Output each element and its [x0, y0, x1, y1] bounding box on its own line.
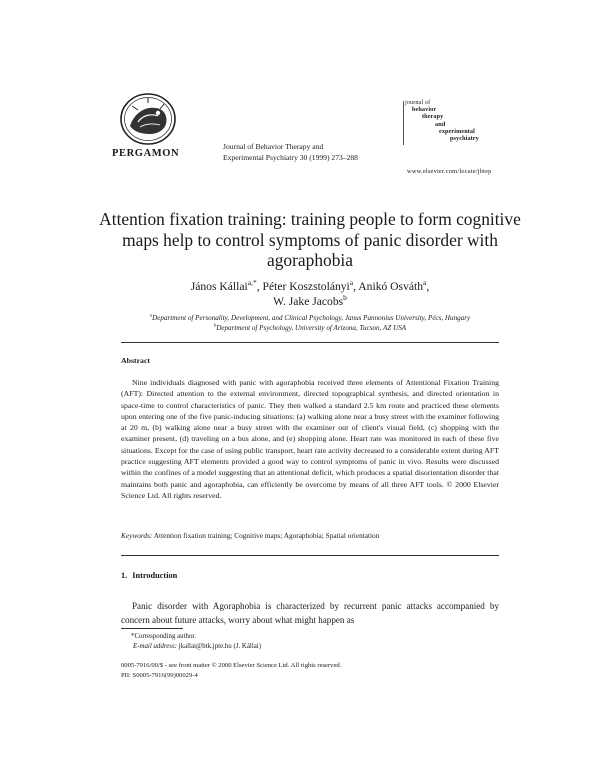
journal-citation-line2: Experimental Psychiatry 30 (1999) 273–288	[223, 152, 358, 162]
publisher-name: PERGAMON	[112, 148, 180, 159]
author-separator: ,	[256, 280, 263, 293]
introduction-paragraph: Panic disorder with Agoraphobia is characterized by recurrent panic attacks accompanied by concern about future attacks, worry about what might happen as	[121, 601, 499, 625]
author-name: Anikó Osváth	[358, 280, 424, 293]
footnote-rule	[121, 628, 183, 629]
section-number: 1.	[121, 571, 128, 580]
author-name: W. Jake Jacobs	[273, 294, 344, 308]
footnotes	[121, 632, 261, 652]
copyright-line: 0005-7916/00/$ - see front matter © 2000 Elsevier Science Ltd. All rights reserved.	[121, 662, 342, 669]
affiliation-text: Department of Psychology, University of Arizona, Tucson, AZ USA	[216, 323, 407, 332]
author-name: Péter Koszstolányi	[262, 280, 350, 293]
author-list	[80, 280, 540, 309]
journal-citation	[223, 142, 358, 163]
abstract-bottom-rule	[121, 555, 499, 556]
journal-logo-line: journal of	[405, 99, 431, 106]
author-affiliation-marker: a,*	[247, 278, 257, 288]
abstract-heading: Abstract	[121, 356, 151, 365]
abstract-body: Nine individuals diagnosed with panic with agoraphobia received three elements of Attentional Fixation Training (AFT): Directed attention to the external environment, directed topographical synthesis, and directed orientation in space-time to control characteristics of panic. They then walked a standard 2.5 km route and practiced these elements upon entering one of the five panic-inducing situations: (a) walking alone near a busy street with the examiner following at 20 m, (b) walking alone near a busy street with the examiner out of client's visual field, (c) shopping with the examiner present, (d) traveling on a bus alone, and (e) shopping alone. Heart rate was monitored in each of these five situations. Except for the case of using public transport, heart rate activity decreased to a considerable extent during AFT practice suggesting AFT elements provided a good way to control symptoms of panic in vivo. Results were discussed within the confines of a model suggesting that an attentional deficit, which produces a spatial disorientation disorder that maintains both panic and agoraphobia, can efficiently be overcome by means of all three AFT tools. © 2000 Elsevier Science Ltd. All rights reserved.	[121, 378, 499, 500]
journal-logo-line: psychiatry	[450, 135, 479, 143]
article-title: Attention fixation training: training people to form cognitive maps help to control symptoms of panic disorder with agoraphobia	[99, 209, 521, 270]
journal-logo	[403, 99, 483, 142]
email-address[interactable]: jkallai@btk.jpte.hu (J. Kállai)	[178, 643, 262, 650]
section-title: Introduction	[132, 571, 178, 580]
keywords	[121, 531, 499, 541]
email-note	[121, 642, 261, 652]
affiliation-text: Department of Personality, Development, and Clinical Psychology, Janus Pannonius University, Pécs, Hungary	[152, 314, 471, 322]
abstract-top-rule	[121, 342, 499, 343]
affiliation	[80, 324, 540, 334]
journal-logo-bar	[403, 101, 410, 145]
author-separator: ,	[426, 280, 430, 293]
author-affiliation-marker: a	[349, 278, 354, 288]
pii-line: PII: S0005-7916(99)00029-4	[121, 672, 198, 679]
journal-logo-line: behavior	[412, 106, 437, 114]
corresponding-author-note: *Corresponding author.	[131, 633, 197, 640]
email-label: E-mail address:	[133, 643, 177, 650]
affiliation	[80, 314, 540, 324]
journal-logo-line: and	[435, 120, 446, 128]
affiliation-marker: b	[213, 322, 217, 328]
journal-citation-line1: Journal of Behavior Therapy and	[223, 142, 324, 151]
keywords-label: Keywords:	[121, 531, 153, 540]
copyright-block	[121, 661, 341, 681]
journal-logo-line: experimental	[439, 127, 475, 135]
author-affiliation-marker: a	[423, 278, 427, 288]
section-heading	[121, 571, 177, 580]
journal-url[interactable]: www.elsevier.com/locate/jbtep	[407, 168, 492, 175]
affiliation-marker: a	[149, 312, 153, 318]
publisher-logo	[112, 92, 192, 159]
author-separator: ,	[353, 280, 359, 293]
affiliations	[80, 314, 540, 333]
pergamon-emblem-icon	[118, 92, 178, 146]
author-affiliation-marker: b	[343, 292, 347, 302]
author-name: János Kállai	[190, 280, 248, 293]
keywords-text: Attention fixation training; Cognitive maps; Agoraphobia; Spatial orientation	[153, 531, 380, 540]
journal-logo-line: therapy	[422, 113, 444, 121]
